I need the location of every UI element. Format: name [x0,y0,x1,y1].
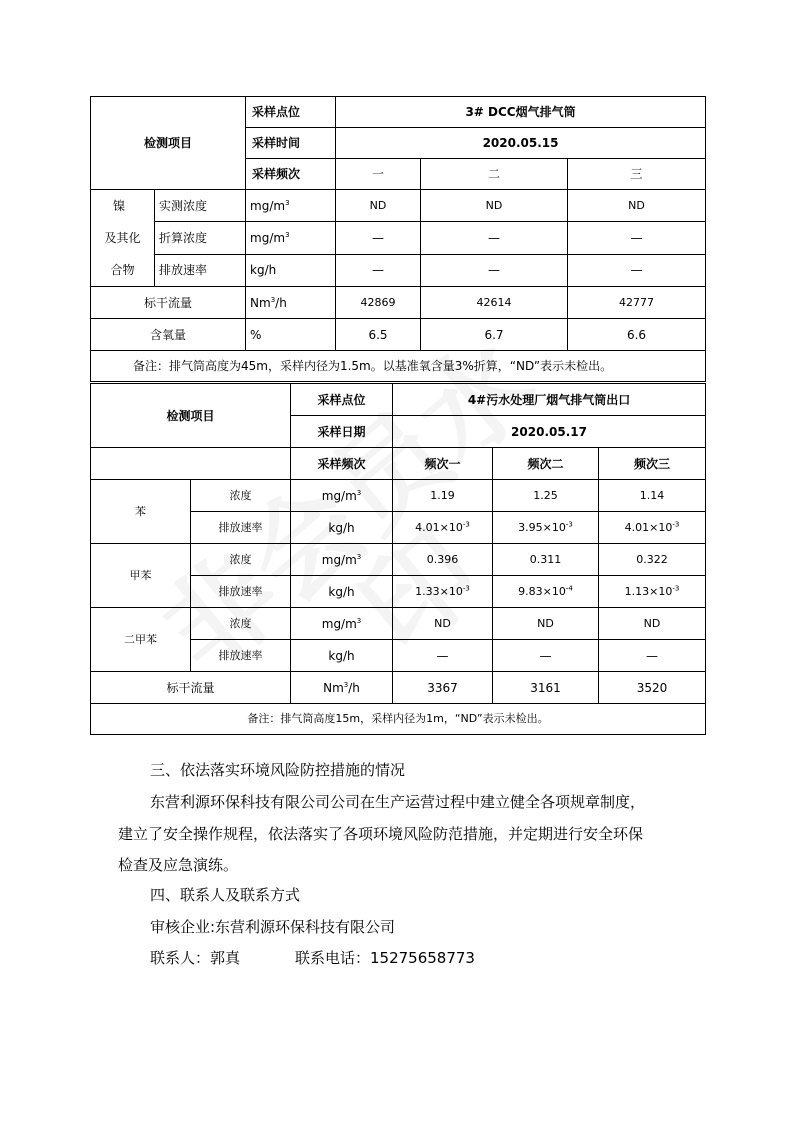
value-text: 4.01×10 [415,520,463,534]
value-exp: -4 [565,583,573,592]
t1-point-label: 采样点位 [246,97,336,128]
value-text: 0.396 [426,552,459,566]
t1-value: — [568,222,706,254]
t2-value [493,544,599,576]
value-text: ND [434,616,451,630]
t2-note: 备注：排气筒高度15m，采样内径为1m，“ND”表示未检出。 [91,704,706,735]
t2-value [493,512,599,544]
unit-tail: /h [348,680,360,695]
t1-flow-value: 42777 [568,287,706,319]
t2-param: 浓度 [191,544,291,576]
t1-value: ND [421,190,568,222]
t1-nickel-line1: 镍 [113,199,126,213]
t2-param: 排放速率 [191,640,291,672]
unit-text: mg/m [250,198,286,213]
t2-value [393,640,493,672]
audit-company: 审核企业:东营利源环保科技有限公司 [150,918,396,936]
value-text: 1.19 [430,488,455,502]
t2-freq-2: 频次二 [493,448,599,480]
t2-value [599,512,706,544]
value-exp: -3 [462,519,470,528]
unit-sup: 3 [356,488,362,497]
t2-value [493,576,599,608]
t2-point-label: 采样点位 [291,384,393,416]
t2-value [599,608,706,640]
t1-oxygen-value: 6.7 [421,319,568,351]
t2-value [599,544,706,576]
t2-param: 排放速率 [191,512,291,544]
t2-item-header: 检测项目 [91,384,291,448]
t1-param: 实测浓度 [155,190,246,222]
t2-unit: kg/h [291,512,393,544]
value-text: 0.311 [529,552,562,566]
t2-blank [91,448,291,480]
t1-freq-2: 二 [421,159,568,190]
value-text: 0.322 [636,552,668,566]
t1-point-value: 3# DCC烟气排气筒 [336,97,706,128]
t1-freq-3: 三 [568,159,706,190]
unit-sup: 3 [270,295,276,304]
section3-line2: 建立了安全操作规程，依法落实了各项环境风险防范措施，并定期进行安全环保 [118,825,644,843]
t1-unit [246,222,336,254]
t2-flow-value: 3161 [493,672,599,704]
unit-text: mg/m [250,230,286,245]
t1-oxygen-value: 6.6 [568,319,706,351]
t2-param: 浓度 [191,608,291,640]
t1-unit: kg/h [246,254,336,286]
value-exp: -3 [672,583,680,592]
t1-unit [246,190,336,222]
monitoring-table-2 [90,383,706,735]
value-text: 1.14 [639,488,665,502]
t2-group-name: 二甲苯 [91,608,191,672]
t1-flow-value: 42869 [336,287,421,319]
value-exp: -3 [462,583,470,592]
t1-note: 备注：排气筒高度为45m，采样内径为1.5m。以基准氧含量3%折算，“ND”表示未检出。 [91,351,706,382]
t2-value [393,608,493,640]
t2-unit: kg/h [291,640,393,672]
unit-text: mg/m [321,616,357,631]
t2-flow-value: 3520 [599,672,706,704]
t1-flow-label: 标干流量 [91,287,246,319]
t2-unit [291,480,393,512]
t2-unit [291,608,393,640]
t2-flow-label: 标干流量 [91,672,291,704]
value-text: 3.95×10 [518,520,566,534]
section4-title: 四、联系人及联系方式 [150,886,301,904]
value-text: 4.01×10 [624,520,673,534]
t2-value [599,576,706,608]
t1-time-value: 2020.05.15 [336,128,706,159]
unit-sup: 3 [343,680,349,689]
section3-title: 三、依法落实环境风险防控措施的情况 [150,761,406,779]
t2-value [493,608,599,640]
unit-sup: 3 [356,616,362,625]
t2-unit: kg/h [291,576,393,608]
section3-line1: 东营利源环保科技有限公司公司在生产运营过程中建立健全各项规章制度， [150,793,646,811]
value-text: 1.13×10 [624,584,673,598]
value-text: ND [643,616,661,630]
t2-freq-label: 采样频次 [291,448,393,480]
t2-param: 浓度 [191,480,291,512]
contact-phone: 联系电话：15275658773 [295,949,475,967]
t1-value: — [336,222,421,254]
t1-param: 排放速率 [155,254,246,286]
t2-value [599,640,706,672]
value-text: 1.33×10 [415,584,463,598]
t2-value [599,480,706,512]
t2-unit [291,544,393,576]
unit-text: Nm [323,680,344,695]
t1-flow-unit [246,287,336,319]
t1-item-header: 检测项目 [91,97,246,190]
value-exp: -3 [565,519,573,528]
t2-date-value: 2020.05.17 [393,416,706,448]
t1-value: — [421,222,568,254]
t2-group-name: 苯 [91,480,191,544]
value-text: — [646,648,659,663]
unit-sup: 3 [285,230,290,239]
t1-nickel-line3: 合物 [110,263,135,277]
value-text: — [539,648,552,663]
t2-value [493,640,599,672]
t2-date-label: 采样日期 [291,416,393,448]
t2-value [393,576,493,608]
t1-value: ND [336,190,421,222]
t1-oxygen-value: 6.5 [336,319,421,351]
t2-freq-3: 频次三 [599,448,706,480]
t1-freq-label: 采样频次 [246,159,336,190]
t2-value [393,544,493,576]
t1-value: — [568,254,706,286]
unit-text: Nm [250,295,271,310]
section3-line3: 检查及应急演练。 [118,856,239,874]
t2-flow-unit [291,672,393,704]
unit-text: mg/m [321,488,357,503]
t1-freq-1: 一 [336,159,421,190]
t2-point-value: 4#污水处理厂烟气排气筒出口 [393,384,706,416]
t1-oxygen-unit: % [246,319,336,351]
t1-nickel-line2: 及其化 [104,231,141,245]
unit-sup: 3 [356,552,362,561]
t2-value [393,512,493,544]
t1-value: — [336,254,421,286]
t2-freq-1: 频次一 [393,448,493,480]
t1-value: ND [568,190,706,222]
t2-group-name: 甲苯 [91,544,191,608]
t1-oxygen-label: 含氧量 [91,319,246,351]
value-text: 1.25 [533,488,558,502]
t1-param: 折算浓度 [155,222,246,254]
t1-nickel-group [91,190,155,287]
unit-sup: 3 [285,198,290,207]
t2-value [493,480,599,512]
t1-time-label: 采样时间 [246,128,336,159]
unit-tail: /h [275,295,287,310]
value-exp: -3 [672,519,680,528]
unit-text: mg/m [321,552,357,567]
t2-param: 排放速率 [191,576,291,608]
t2-flow-value: 3367 [393,672,493,704]
value-text: 9.83×10 [518,584,566,598]
t2-value [393,480,493,512]
value-text: — [436,648,449,663]
monitoring-table-1 [90,96,706,382]
contact-person: 联系人：郭真 [150,949,241,967]
value-text: ND [537,616,554,630]
t1-value: — [421,254,568,286]
t1-flow-value: 42614 [421,287,568,319]
